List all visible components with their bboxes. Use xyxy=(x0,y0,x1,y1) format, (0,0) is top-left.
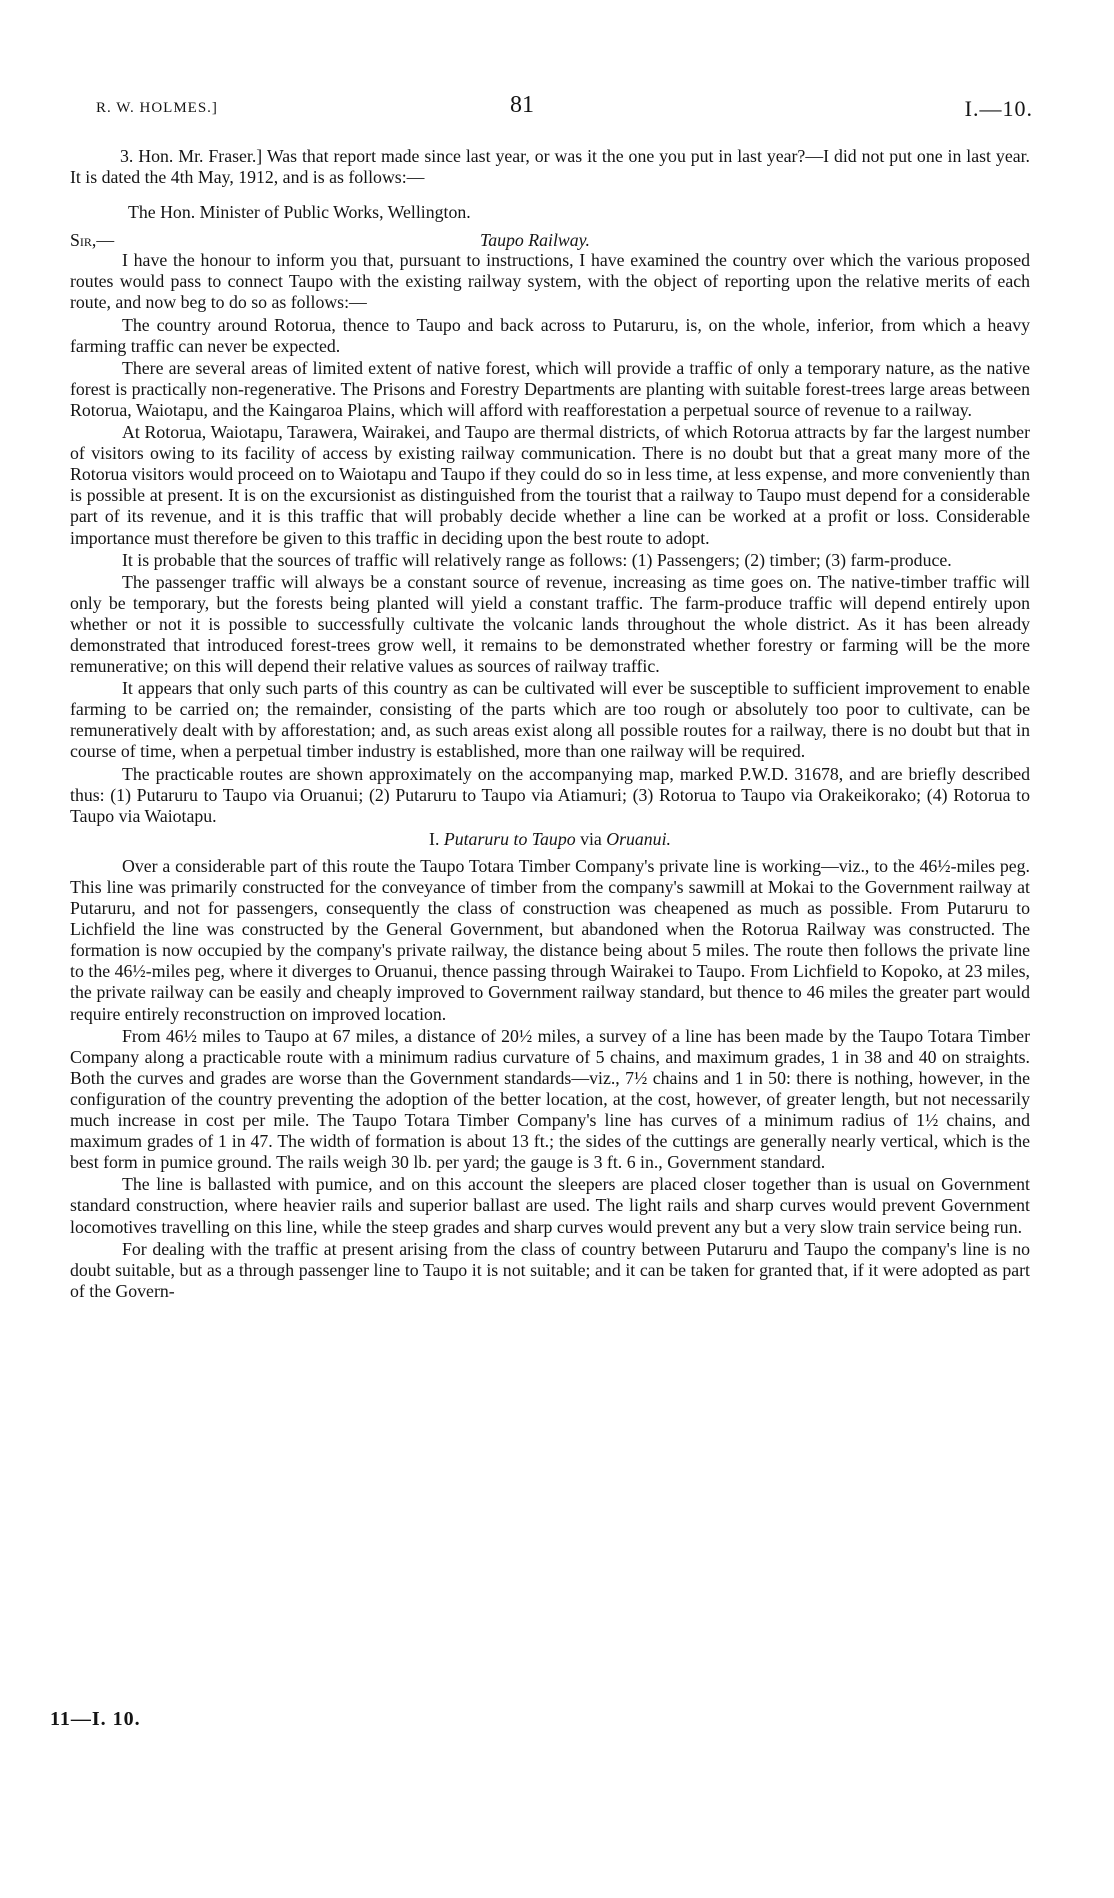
intro-paragraph: 3. Hon. Mr. Fraser.] Was that report made since last year, or was it the one you put in last year?—I did not put one in last year. It is dated the 4th May, 1912, and is as follows:— xyxy=(70,146,1030,188)
paragraph: The practicable routes are shown approximately on the accompanying map, marked P.W.D. 31678, and are briefly described thus: (1) Putaruru to Taupo via Oruanui; (2) Putaruru to Taupo via Atiamuri; (3) Rotorua to Taupo via Orakeikorako; (4) Rotorua to Taupo via Waiotapu. xyxy=(70,763,1030,826)
section-title-via: via xyxy=(580,828,602,849)
paragraph: I have the honour to inform you that, pursuant to instructions, I have examined the country over which the various proposed routes would pass to connect Taupo with the existing railway system, with the object of reporting upon the relative merits of each route, and now beg to do so as follows:— xyxy=(70,250,1030,313)
page-header xyxy=(70,92,1033,132)
section-paragraph: For dealing with the traffic at present arising from the class of country between Putaruru and Taupo the company's line is no doubt suitable, but as a through passenger line to Taupo it is not suitable; and it can be taken for granted that, if it were adopted as part of the Govern- xyxy=(70,1238,1030,1301)
header-author: R. W. HOLMES.] xyxy=(96,100,218,116)
printer-signature: 11—I. 10. xyxy=(50,1708,141,1730)
salutation-row xyxy=(70,227,1030,250)
section-heading xyxy=(70,829,1030,850)
section-number: I. xyxy=(429,828,440,849)
document-body xyxy=(70,146,1030,1302)
document-page xyxy=(70,92,1033,1302)
letter-subject: Taupo Railway. xyxy=(480,230,591,251)
paragraph: At Rotorua, Waiotapu, Tarawera, Wairakei, and Taupo are thermal districts, of which Rotorua attracts by far the largest number of visitors owing to its facility of access by existing railway communication. There is no doubt but that a great many more of the Rotorua visitors would proceed on to Waiotapu and Taupo if they could do so in less time, at less expense, and more conveniently than is possible at present. It is on the excursionist as distinguished from the tourist that a railway to Taupo must depend for a considerable part of its revenue, and it is this traffic that will probably decide whether a line can be worked at a profit or loss. Considerable importance must therefore be given to this traffic in deciding upon the best route to adopt. xyxy=(70,422,1030,548)
paragraph: It is probable that the sources of traffic will relatively range as follows: (1) Passengers; (2) timber; (3) farm-produce. xyxy=(122,549,952,570)
salutation: Sir,— xyxy=(70,230,115,251)
addressee: The Hon. Minister of Public Works, Wellington. xyxy=(128,202,471,223)
section-title-destination: Oruanui. xyxy=(606,828,671,849)
section-paragraph: Over a considerable part of this route the Taupo Totara Timber Company's private line is working—viz., to the 46½-miles peg. This line was primarily constructed for the conveyance of timber from the company's sawmill at Mokai to the Government railway at Putaruru, and not for passengers, consequently the class of construction was cheapened as much as possible. From Putaruru to Lichfield the line was constructed by the General Government, but abandoned when the Rotorua Railway was constructed. The formation is now occupied by the company's private railway, the distance being about 5 miles. The route then follows the private line to the 46½-miles peg, where it diverges to Oruanui, thence passing through Wairakei to Taupo. From Lichfield to Kopoko, at 23 miles, the private railway can be easily and cheaply improved to Government railway standard, but thence to 46 miles the greater part would require entirely reconstruction on improved location. xyxy=(70,855,1030,1024)
paragraph: The country around Rotorua, thence to Taupo and back across to Putaruru, is, on the whole, inferior, from which a heavy farming traffic can never be expected. xyxy=(70,314,1030,356)
paragraph: It appears that only such parts of this country as can be cultivated will ever be susceptible to sufficient improvement to enable farming to be carried on; the remainder, consisting of the parts which are too rough or absolutely too poor to cultivate, can be remuneratively dealt with by afforestation; and, as such areas exist along all possible routes for a railway, there is no doubt but that in course of time, when a perpetual timber industry is established, more than one railway will be required. xyxy=(70,678,1030,762)
paragraph: The passenger traffic will always be a constant source of revenue, increasing as time goes on. The native-timber traffic will only be temporary, but the forests being planted will yield a constant traffic. The farm-produce traffic will depend entirely upon whether or not it is possible to successfully cultivate the volcanic lands throughout the whole district. As it has been already demonstrated that introduced forest-trees grow well, it remains to be demonstrated whether forestry or farming will be the more remunerative; on this will depend their relative values as sources of railway traffic. xyxy=(70,571,1030,677)
section-title-route: Putaruru to Taupo xyxy=(443,828,576,849)
document-reference: I.—10. xyxy=(964,96,1033,121)
paragraph: There are several areas of limited extent of native forest, which will provide a traffic of only a temporary nature, as the native forest is practically non-regenerative. The Prisons and Forestry Departments are planting with suitable forest-trees large areas between Rotorua, Waiotapu, and the Kaingaroa Plains, which will afford with reafforestation a perpetual source of revenue to a railway. xyxy=(70,357,1030,420)
page-number: 81 xyxy=(510,92,534,118)
section-paragraph: The line is ballasted with pumice, and on this account the sleepers are placed closer together than is usual on Government standard construction, where heavier rails and superior ballast are used. The light rails and sharp curves would prevent Government locomotives travelling on this line, while the steep grades and sharp curves would prevent any but a very slow train service being run. xyxy=(70,1174,1030,1237)
section-paragraph: From 46½ miles to Taupo at 67 miles, a distance of 20½ miles, a survey of a line has been made by the Taupo Totara Timber Company along a practicable route with a minimum radius curvature of 5 chains, and maximum grades, 1 in 38 and 40 on straights. Both the curves and grades are worse than the Government standards—viz., 7½ chains and 1 in 50: there is nothing, however, in the configuration of the country preventing the adoption of the better location, at the cost, however, of greater length, but not necessarily much increase in cost per mile. The Taupo Totara Timber Company's line has curves of a minimum radius of 1½ chains, and maximum grades of 1 in 47. The width of formation is about 13 ft.; the sides of the cuttings are generally nearly vertical, which is the best form in pumice ground. The rails weigh 30 lb. per yard; the gauge is 3 ft. 6 in., Government standard. xyxy=(70,1025,1030,1173)
